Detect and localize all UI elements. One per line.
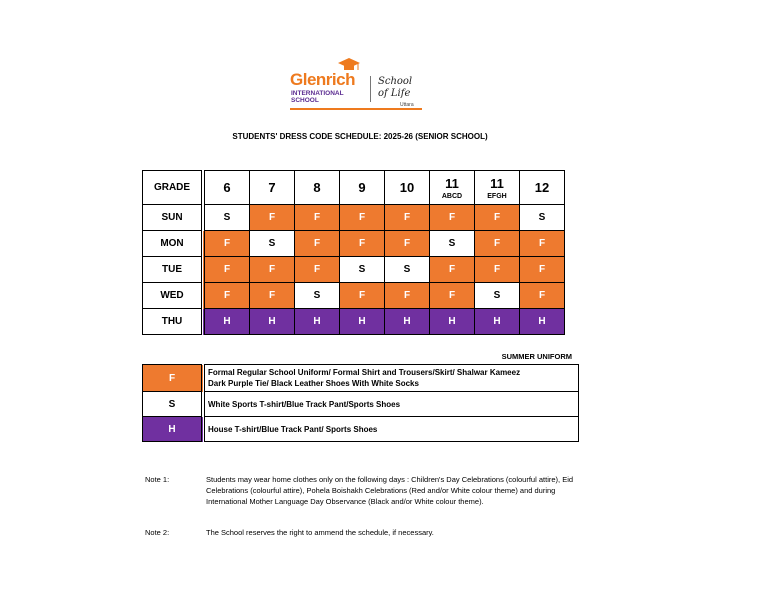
dress-code-cell: H bbox=[475, 309, 520, 335]
dress-code-cell: F bbox=[340, 231, 385, 257]
dress-code-cell: F bbox=[475, 257, 520, 283]
dress-code-cell: H bbox=[295, 309, 340, 335]
grade-number: 11 bbox=[490, 175, 504, 191]
grade-number: 12 bbox=[534, 180, 550, 195]
grade-header-cell bbox=[430, 171, 475, 205]
legend-description bbox=[203, 417, 579, 442]
dress-code-cell: F bbox=[475, 205, 520, 231]
legend-row bbox=[143, 417, 579, 442]
legend-code: F bbox=[143, 365, 204, 392]
dress-code-cell: F bbox=[295, 205, 340, 231]
grade-number: 7 bbox=[268, 180, 276, 195]
day-label: SUN bbox=[143, 205, 204, 231]
dress-code-cell: S bbox=[520, 205, 565, 231]
grade-number: 8 bbox=[313, 180, 321, 195]
legend-row bbox=[143, 392, 579, 417]
grade-header-cell bbox=[475, 171, 520, 205]
dress-code-cell: S bbox=[430, 231, 475, 257]
dress-code-cell: F bbox=[250, 257, 295, 283]
grade-number: 10 bbox=[399, 180, 415, 195]
note-2-text: The School reserves the right to ammend the schedule, if necessary. bbox=[206, 528, 434, 537]
dress-code-cell: F bbox=[295, 257, 340, 283]
dress-code-cell: H bbox=[340, 309, 385, 335]
legend-description-line1: White Sports T-shirt/Blue Track Pant/Sports Shoes bbox=[208, 399, 401, 409]
day-row bbox=[143, 205, 565, 231]
logo-tagline bbox=[378, 76, 412, 100]
dress-code-cell: H bbox=[430, 309, 475, 335]
grade-header-cell bbox=[295, 171, 340, 205]
day-row bbox=[143, 283, 565, 309]
logo-brand: Glenrich bbox=[290, 70, 355, 89]
grade-number: 11 bbox=[445, 175, 459, 191]
dress-code-cell: S bbox=[203, 205, 250, 231]
dress-code-cell: F bbox=[385, 231, 430, 257]
dress-code-cell: F bbox=[520, 231, 565, 257]
dress-code-cell: F bbox=[340, 283, 385, 309]
dress-code-cell: S bbox=[385, 257, 430, 283]
dress-code-cell: F bbox=[250, 283, 295, 309]
grade-header-cell bbox=[203, 171, 250, 205]
legend-description-line1: Formal Regular School Uniform/ Formal Shirt and Trousers/Skirt/ Shalwar Kameez bbox=[208, 368, 521, 377]
uniform-legend-table bbox=[142, 364, 579, 442]
dress-code-cell: F bbox=[385, 205, 430, 231]
grade-header-cell bbox=[520, 171, 565, 205]
dress-code-cell: F bbox=[250, 205, 295, 231]
day-label: TUE bbox=[143, 257, 204, 283]
day-row bbox=[143, 309, 565, 335]
dress-code-cell: S bbox=[250, 231, 295, 257]
dress-code-cell: F bbox=[520, 257, 565, 283]
logo-subtitle bbox=[291, 90, 344, 104]
logo-tagline-1: School bbox=[378, 76, 413, 87]
day-label: WED bbox=[143, 283, 204, 309]
grade-header-cell bbox=[340, 171, 385, 205]
legend-code: S bbox=[143, 392, 204, 417]
day-label: MON bbox=[143, 231, 204, 257]
page-title: STUDENTS' DRESS CODE SCHEDULE: 2025-26 (SENIOR SCHOOL) bbox=[232, 132, 488, 141]
legend-description bbox=[203, 392, 579, 417]
grade-header-row bbox=[143, 171, 565, 205]
dress-code-cell: H bbox=[203, 309, 250, 335]
grade-number: 9 bbox=[358, 180, 366, 195]
dress-code-cell: F bbox=[430, 257, 475, 283]
logo-school: SCHOOL bbox=[291, 97, 319, 104]
day-row bbox=[143, 231, 565, 257]
logo-campus: Uttara bbox=[400, 102, 414, 108]
dress-code-cell: F bbox=[475, 231, 520, 257]
dress-code-cell: H bbox=[385, 309, 430, 335]
dress-code-schedule-table bbox=[142, 170, 565, 335]
dress-code-cell: F bbox=[295, 231, 340, 257]
dress-code-cell: F bbox=[430, 283, 475, 309]
dress-code-cell: H bbox=[250, 309, 295, 335]
dress-code-cell: S bbox=[340, 257, 385, 283]
grade-number: 6 bbox=[223, 180, 231, 195]
note-1-label: Note 1: bbox=[145, 475, 170, 484]
legend-description bbox=[203, 365, 579, 392]
logo-divider bbox=[370, 76, 371, 102]
dress-code-cell: F bbox=[203, 283, 250, 309]
grade-header-cell bbox=[250, 171, 295, 205]
dress-code-cell: F bbox=[203, 257, 250, 283]
grade-section: EFGH bbox=[487, 192, 507, 200]
dress-code-cell: S bbox=[475, 283, 520, 309]
note-2-label: Note 2: bbox=[145, 528, 170, 537]
dress-code-cell: H bbox=[520, 309, 565, 335]
note-1-text: Students may wear home clothes only on the following days : Children's Day Celebrations (colourful attire), Eid Celebrations (colourful attire), Pohela Boishakh Celebrations (Red and/or White colour theme) and during International Mother Language Day Observance (Black and/or White colour theme). bbox=[206, 475, 574, 506]
day-label: THU bbox=[143, 309, 204, 335]
logo-international: INTERNATIONAL bbox=[291, 90, 344, 97]
grade-section: ABCD bbox=[441, 192, 463, 200]
logo-underline bbox=[290, 108, 422, 110]
legend-code: H bbox=[143, 417, 204, 442]
dress-code-cell: F bbox=[520, 283, 565, 309]
school-logo bbox=[290, 58, 430, 114]
dress-code-cell: F bbox=[430, 205, 475, 231]
dress-code-cell: F bbox=[385, 283, 430, 309]
day-row bbox=[143, 257, 565, 283]
legend-description-line1: House T-shirt/Blue Track Pant/ Sports Shoes bbox=[208, 424, 378, 434]
legend-description-line2: Dark Purple Tie/ Black Leather Shoes With White Socks bbox=[208, 379, 419, 388]
dress-code-cell: F bbox=[340, 205, 385, 231]
legend-heading: SUMMER UNIFORM bbox=[501, 352, 572, 361]
dress-code-cell: S bbox=[295, 283, 340, 309]
logo-tagline-2: of Life bbox=[378, 88, 411, 99]
legend-row bbox=[143, 365, 579, 392]
grade-header-label: GRADE bbox=[143, 171, 204, 205]
dress-code-cell: F bbox=[203, 231, 250, 257]
grade-header-cell bbox=[385, 171, 430, 205]
